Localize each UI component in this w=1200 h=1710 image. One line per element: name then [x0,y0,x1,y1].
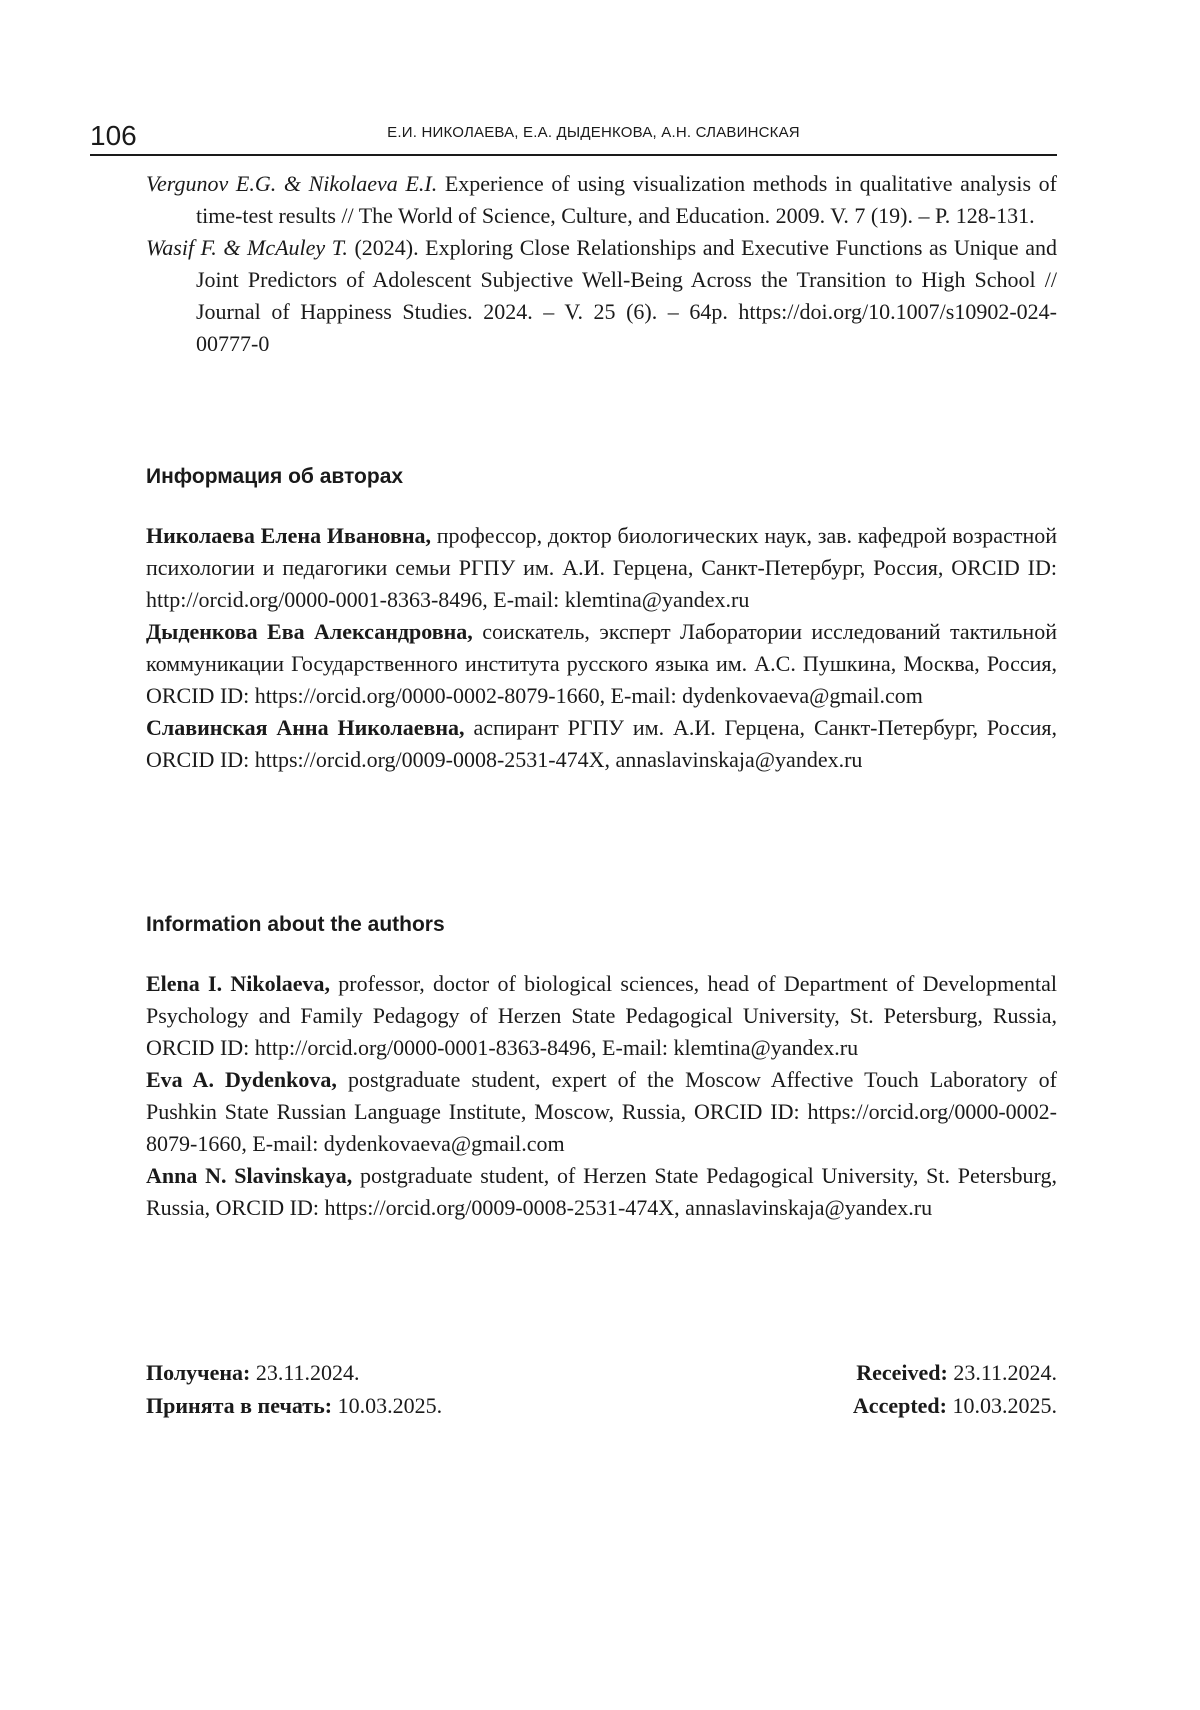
author-name: Elena I. Nikolaeva, [146,971,331,996]
references-continued [146,168,1057,360]
page-header [90,118,1057,156]
author-entry [146,968,1057,1064]
received-row [146,1356,1057,1389]
accepted-ru-label: Принята в печать: [146,1393,333,1418]
reference-authors: Wasif F. & McAuley T. [146,235,348,260]
reference-item [146,168,1057,232]
author-name: Дыденкова Ева Александровна, [146,619,473,644]
accepted-en [853,1389,1057,1422]
received-en-value: 23.11.2024. [947,1360,1057,1385]
running-head: Е.И. НИКОЛАЕВА, Е.А. ДЫДЕНКОВА, А.Н. СЛАВИНСКАЯ [387,124,800,141]
author-details: профессор, доктор биологических наук, зав. кафедрой возрастной психологии и педагогики семьи РГПУ им. А.И. Герцена, Санкт-Петербург, Россия, ORCID ID: http://orcid.org/0000-0001-8363-8496, E-mail: klemtina@yandex.ru [146,523,1057,612]
authors-info-ru [146,462,1057,776]
author-entry [146,712,1057,776]
reference-text: (2024). Exploring Close Relationships and Executive Functions as Unique and Joint Predictors of Adolescent Subjective Well-Being Across the Transition to High School // Journal of Happiness Studies. 2024. – V. 25 (6). – 64p. https://doi.org/10.1007/s10902-024-00777-0 [196,235,1057,356]
author-name: Славинская Анна Николаевна, [146,715,465,740]
page-number: 106 [90,120,137,151]
accepted-ru-value: 10.03.2025. [332,1393,443,1418]
author-details: postgraduate student, expert of the Moscow Affective Touch Laboratory of Pushkin State Russian Language Institute, Moscow, Russia, ORCID ID: https://orcid.org/0000-0002-8079-1660, E-mail: dydenkovaeva@gmail.com [146,1067,1057,1156]
received-en [856,1356,1057,1389]
accepted-ru [146,1389,442,1422]
author-details: соискатель, эксперт Лаборатории исследований тактильной коммуникации Государственного института русского языка им. А.С. Пушкина, Москва, Россия, ORCID ID: https://orcid.org/0000-0002-8079-1660, E-mail: dydenkovaeva@gmail.com [146,619,1057,708]
author-entry [146,1160,1057,1224]
section-heading-en: Information about the authors [146,913,445,936]
received-ru-label: Получена: [146,1360,251,1385]
reference-item [146,232,1057,360]
reference-authors: Vergunov E.G. & Nikolaeva E.I. [146,171,438,196]
accepted-en-value: 10.03.2025. [947,1393,1057,1418]
reference-text: Experience of using visualization methods in qualitative analysis of time-test results // The World of Science, Culture, and Education. 2009. V. 7 (19). – P. 128-131. [196,171,1058,228]
author-details: аспирант РГПУ им. А.И. Герцена, Санкт-Петербург, Россия, ORCID ID: https://orcid.org/0009-0008-2531-474X, annaslavinskaja@yandex.ru [146,715,1057,772]
author-details: professor, doctor of biological sciences, head of Department of Developmental Psychology and Family Pedagogy of Herzen State Pedagogical University, St. Petersburg, Russia, ORCID ID: http://orcid.org/0000-0001-8363-8496, E-mail: klemtina@yandex.ru [146,971,1057,1060]
accepted-en-label: Accepted: [852,1393,947,1418]
publication-dates [146,1356,1057,1422]
author-entry [146,1064,1057,1160]
author-name: Николаева Елена Ивановна, [146,523,432,548]
author-entry [146,520,1057,616]
author-name: Anna N. Slavinskaya, [146,1163,353,1188]
section-heading-ru: Информация об авторах [146,465,404,488]
received-ru-value: 23.11.2024. [250,1360,360,1385]
received-en-label: Received: [856,1360,948,1385]
author-entry [146,616,1057,712]
accepted-row [146,1389,1057,1422]
author-details: postgraduate student, of Herzen State Pedagogical University, St. Petersburg, Russia, ORCID ID: https://orcid.org/0009-0008-2531-474X, annaslavinskaja@yandex.ru [146,1163,1057,1220]
received-ru [146,1356,360,1389]
authors-info-en [146,910,1057,1224]
author-name: Eva A. Dydenkova, [146,1067,337,1092]
